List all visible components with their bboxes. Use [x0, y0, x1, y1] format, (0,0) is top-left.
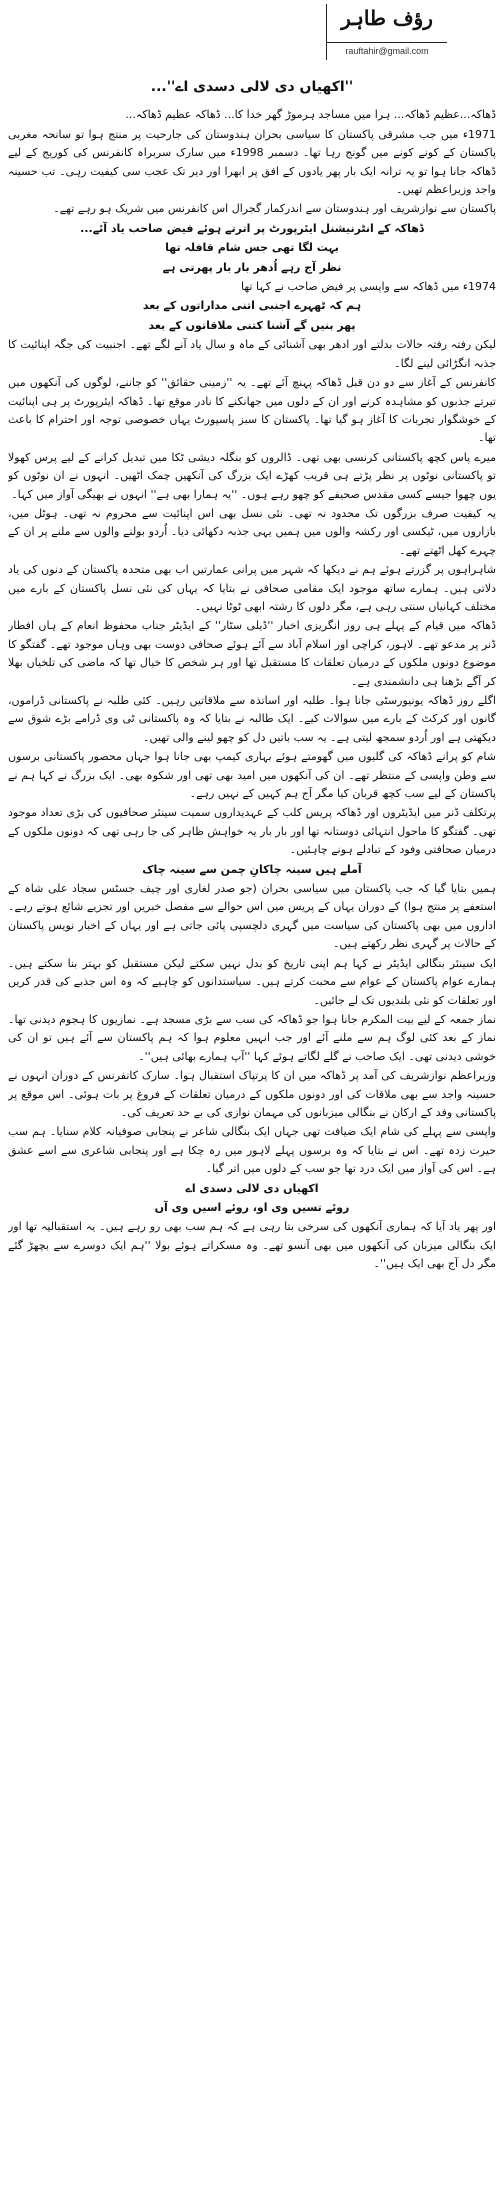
- poem-line: نظر آج رہے اُدھر بار بار پھرتی ہے: [162, 260, 342, 274]
- poem-line: اکھیاں دی لالی دسدی اے: [185, 1181, 319, 1195]
- byline-box: [326, 4, 447, 60]
- header: [0, 0, 504, 64]
- article-body: [8, 72, 496, 2175]
- article-subtitle: ''اکھیاں دی لالی دسدی اے''...: [150, 79, 354, 95]
- poem-line: بہت لگا تھی جس شام قافلہ تھا: [165, 241, 339, 255]
- paragraph: نماز جمعہ کے لیے بیت المکرم جانا ہوا جو ڈھاکہ کی سب سے بڑی مسجد ہے۔ نمازیوں کا ہجوم دیدنی تھا۔ نماز کے بعد کئی لوگ ہم سے ملنے آئے اور جب انہیں معلوم ہوا کہ ہم پاکستان سے آئے ہیں تو ان کی خوشی دیدنی تھی۔ ایک صاحب نے گلے لگاتے ہوئے کہا ''آپ ہمارے بھائی ہیں''۔: [8, 1012, 496, 1063]
- paragraph: پاکستان سے نوازشریف اور ہندوستان سے اندرکمار گجرال اس کانفرنس میں شریک ہو رہے تھے۔: [53, 202, 496, 216]
- paragraph: ہمیں بتایا گیا کہ جب پاکستان میں سیاسی بحران (جو صدر لغاری اور چیف جسٹس سجاد علی شاہ کے استعفے پر منتج ہوا) کے دوران یہاں کے پریس میں اس حوالے سے مفصل خبریں اور تجزیے شائع ہوتے رہے۔ اداروں میں بھی پاکستان کی سیاست میں گہری دلچسپی پائی جاتی ہے اور یہاں کے اخبار نویس پاکستان کے حالات پر گہری نظر رکھتے ہیں۔: [8, 882, 496, 951]
- paragraph: شام کو پرانے ڈھاکہ کی گلیوں میں گھومتے ہوئے بہاری کیمپ بھی جانا ہوا جہاں محصور پاکستانی برسوں سے وطن واپسی کے منتظر تھے۔ ان کی آنکھوں میں امید بھی تھی اور شکوہ بھی۔ ایک بزرگ نے کہا ہم نے پاکستان کے لیے سب کچھ قربان کیا مگر آج ہم کہیں کے نہیں رہے۔: [8, 750, 496, 801]
- paragraph: شاہراہوں پر گزرتے ہوئے ہم نے دیکھا کہ شہر میں پرانی عمارتیں اب بھی متحدہ پاکستان کے دنوں کی یاد دلاتی ہیں۔ ہمارے ساتھ موجود ایک مقامی صحافی نے بتایا کہ یہاں کی نئی نسل پاکستان کے بارے میں مختلف کہانیاں سنتی رہی ہے، مگر دلوں کا رشتہ ابھی ٹوٹا نہیں۔: [8, 563, 496, 613]
- paragraph: اگلے روز ڈھاکہ یونیورسٹی جانا ہوا۔ طلبہ اور اساتذہ سے ملاقاتیں رہیں۔ کئی طلبہ نے پاکستانی ڈراموں، گانوں اور کرکٹ کے بارے میں سوالات کیے۔ ایک طالبہ نے بتایا کہ وہ پاکستانی ٹی وی ڈرامے بڑے شوق سے دیکھتی ہے اور اُردو سمجھ لیتی ہے۔ یہ سب باتیں دل کو چھو لینے والی تھیں۔: [8, 694, 496, 744]
- paragraph: 1974ء میں ڈھاکہ سے واپسی پر فیض صاحب نے کہا تھا: [240, 280, 496, 294]
- author-email[interactable]: rauftahir@gmail.com: [327, 42, 447, 56]
- poem-line: ڈھاکہ کے انٹرنیشنل ایئرپورٹ پر اترتے ہوئے فیض صاحب یاد آئے...: [80, 221, 424, 235]
- paragraph: اور پھر یاد آیا کہ ہماری آنکھوں کی سرخی بتا رہی ہے کہ ہم سب بھی رو رہے ہیں۔ یہ استقبالیہ تھا اور ایک بنگالی میزبان کی آنکھوں میں بھی آنسو تھے۔ وہ مسکراتے ہوئے بولا ''ہم ایک دوسرے سے بچھڑ گئے مگر دل آج بھی ایک ہیں''۔: [8, 1220, 496, 1271]
- paragraph: ڈھاکہ...عظیم ڈھاکہ... ہرا میں مساجد ہرموڑ گھر خدا کا... ڈھاکہ عظیم ڈھاکہ...: [125, 108, 496, 122]
- paragraph: وزیراعظم نوازشریف کی آمد پر ڈھاکہ میں ان کا پرتپاک استقبال ہوا۔ سارک کانفرنس کے دوران انہوں نے حسینہ واجد سے بھی ملاقات کی اور دونوں ملکوں کے درمیان تعلقات کے فروغ پر بات ہوئی۔ اس موقع پر پاکستانی وفد کے ارکان نے بنگالی میزبانوں کی مہمان نوازی کی بے حد تعریف کی۔: [8, 1069, 496, 1119]
- poem-line: ہم کہ ٹھہرے اجنبی اتنی مداراتوں کے بعد: [142, 299, 362, 313]
- paragraph: میرے پاس کچھ پاکستانی کرنسی بھی تھی۔ ڈالروں کو بنگلہ دیشی ٹکا میں تبدیل کرانے کے لیے پرس کھولا تو پاکستانی نوٹوں پر نظر پڑتے ہی قریب کھڑے ایک بزرگ کی آنکھیں چمک اٹھیں۔ انہوں نے ان نوٹوں کو یوں چھوا جیسے کسی مقدس صحیفے کو چھو رہے ہوں۔ ''یہ ہمارا بھی ہے'' انہوں نے بھیگی آواز میں کہا۔: [8, 450, 496, 501]
- paragraph: پرتکلف ڈنر میں ایڈیٹروں اور ڈھاکہ پریس کلب کے عہدیداروں سمیت سینئر صحافیوں کی بڑی تعداد موجود تھی۔ گفتگو کا ماحول انتہائی دوستانہ تھا اور بار بار یہ خواہش ظاہر کی جا رہی تھی کہ دونوں ملکوں کے درمیان صحافتی وفود کے تبادلے ہونے چاہئیں۔: [8, 806, 496, 857]
- poem-line: پھر بنیں گے آشنا کتنی ملاقاتوں کے بعد: [148, 318, 356, 332]
- paragraph: یہ کیفیت صرف بزرگوں تک محدود نہ تھی۔ نئی نسل بھی اس اپنائیت سے محروم نہ تھی۔ ہوٹل میں، بازاروں میں، ٹیکسی اور رکشہ والوں میں ہمیں یہی جذبہ دکھائی دیا۔ اُردو بولنے والوں سے ملنے پر ان کے چہرے کھل اٹھتے تھے۔: [8, 506, 496, 557]
- paragraph: لیکن رفتہ رفتہ حالات بدلتے اور ادھر بھی آشنائی کے ماہ و سال یاد آنے لگے تھے۔ اجنبیت کی جگہ اپنائیت کا جذبہ انگڑائی لینے لگا۔: [8, 338, 496, 370]
- paragraph: واپسی سے پہلے کی شام ایک ضیافت تھی جہاں ایک بنگالی شاعر نے پنجابی صوفیانہ کلام سنایا۔ ہم سب حیرت زدہ تھے۔ اس نے بتایا کہ وہ برسوں پہلے لاہور میں رہ چکا ہے اور پنجابی شاعری سے اسے عشق ہے۔ اس کی آواز میں ایک درد تھا جو سب کے دلوں میں اتر گیا۔: [8, 1125, 496, 1176]
- paragraph: 1971ء میں جب مشرقی پاکستان کا سیاسی بحران ہندوستان کی جارحیت پر منتج ہوا تو سانحہ مغربی پاکستان کے کونے کونے میں گونج رہا تھا۔ دسمبر 1998ء میں سارک سربراہ کانفرنس کی کوریج کے لیے ڈھاکہ جانا ہوا تو یہ ترانہ ایک بار پھر یادوں کے افق پر ابھرا اور دیر تک عجب سی کیفیت رہی۔ تب حسینہ واجد وزیراعظم تھیں۔: [8, 127, 496, 197]
- author-name: رؤف طاہر: [341, 6, 433, 30]
- poem-line: آملے ہیں سینہ چاکانِ چمن سے سینہ چاک: [142, 862, 362, 876]
- headline: [170, 10, 310, 58]
- paragraph: ایک سینئر بنگالی ایڈیٹر نے کہا ہم اپنی تاریخ کو بدل نہیں سکتے لیکن مستقبل کو بہتر بنا سکتے ہیں۔ ہمارے عوام پاکستان کے عوام سے محبت کرتے ہیں۔ سیاستدانوں کو چاہیے کہ وہ اس جذبے کی قدر کریں اور تعلقات کو نئی بلندیوں تک لے جائیں۔: [8, 956, 496, 1007]
- poem-line: روئے تسیں وی او، روئے اسیں وی آں: [154, 1200, 350, 1214]
- paragraph: ڈھاکہ میں قیام کے پہلے ہی روز انگریزی اخبار ''ڈیلی سٹار'' کے ایڈیٹر جناب محفوظ انعام کے ہاں افطار ڈنر پر مدعو تھے۔ لاہور، کراچی اور اسلام آباد سے آئے ہوئے صحافی دوست بھی وہاں موجود تھے۔ گفتگو کا موضوع دونوں ملکوں کے درمیان تعلقات کا مستقبل تھا اور ہر شخص کا خیال تھا کہ ماضی کی تلخیاں بھلا کر آگے بڑھنا ہی دانشمندی ہے۔: [8, 619, 496, 688]
- paragraph: کانفرنس کے آغاز سے دو دن قبل ڈھاکہ پہنچ آئے تھے۔ یہ ''زمینی حقائق'' کو جاننے، لوگوں کی آنکھوں میں تیرتے جذبوں کو مشاہدہ کرنے اور ان کے دلوں میں جھانکنے کا نادر موقع تھا۔ ڈھاکہ ایئرپورٹ پر ہی اپنائیت کے خوشگوار تجربات کا آغاز ہو گیا تھا۔ پاکستان کا سبز پاسپورٹ یہاں خصوصی توجہ اور احترام کا باعث تھا۔: [8, 376, 496, 445]
